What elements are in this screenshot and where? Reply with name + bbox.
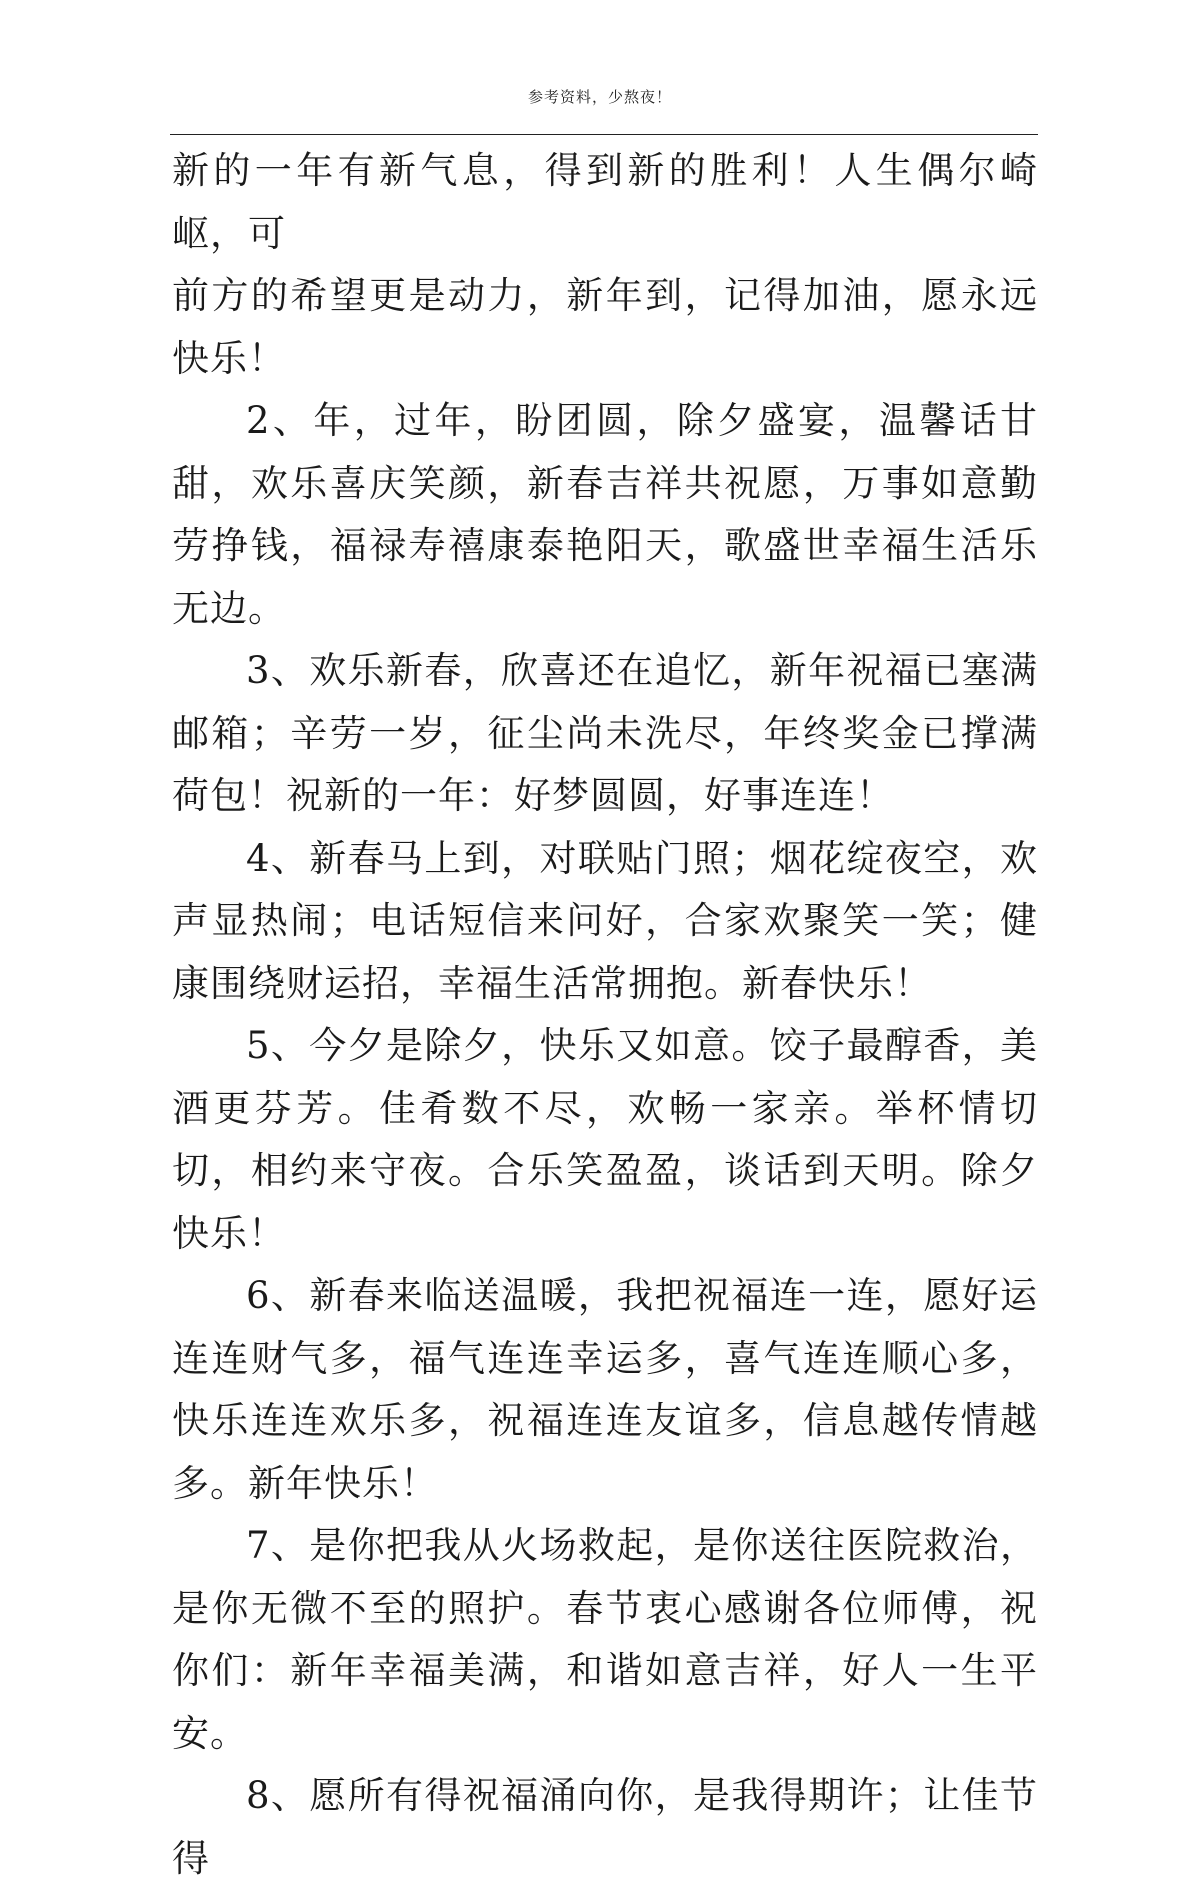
intro-line-2: 前方的希望更是动力，新年到，记得加油，愿永远快乐！ (172, 274, 1038, 380)
page-header: 参考资料，少熬夜！ (527, 88, 672, 106)
intro-line-1: 新的一年有新气息，得到新的胜利！人生偶尔崎岖，可 (172, 149, 1038, 255)
document-body (172, 140, 1038, 1890)
paragraph-7: 7、是你把我从火场救起，是你送往医院救治，是你无微不至的照护。春节衷心感谢各位师傅，祝你们：新年幸福美满，和谐如意吉祥，好人一生平安。 (172, 1524, 1038, 1755)
paragraph-3: 3、欢乐新春，欣喜还在追忆，新年祝福已塞满邮箱；辛劳一岁，征尘尚未洗尽，年终奖金已撑满荷包！祝新的一年：好梦圆圆，好事连连！ (172, 649, 1038, 817)
paragraph-5: 5、今夕是除夕，快乐又如意。饺子最醇香，美酒更芬芳。佳肴数不尽，欢畅一家亲。举杯情切切，相约来守夜。合乐笑盈盈，谈话到天明。除夕快乐！ (172, 1024, 1038, 1255)
paragraph-8: 8、愿所有得祝福涌向你，是我得期许；让佳节得 (172, 1774, 1038, 1880)
paragraph-4: 4、新春马上到，对联贴门照；烟花绽夜空，欢声显热闹；电话短信来问好，合家欢聚笑一笑；健康围绕财运招，幸福生活常拥抱。新春快乐！ (172, 836, 1038, 1005)
paragraph-2: 2、年，过年，盼团圆，除夕盛宴，温馨话甘甜，欢乐喜庆笑颜，新春吉祥共祝愿，万事如意勤劳挣钱，福禄寿禧康泰艳阳天，歌盛世幸福生活乐无边。 (172, 399, 1038, 630)
header-divider (170, 134, 1038, 135)
paragraph-6: 6、新春来临送温暖，我把祝福连一连，愿好运连连财气多，福气连连幸运多，喜气连连顺心多，快乐连连欢乐多，祝福连连友谊多，信息越传情越多。新年快乐！ (172, 1274, 1038, 1505)
